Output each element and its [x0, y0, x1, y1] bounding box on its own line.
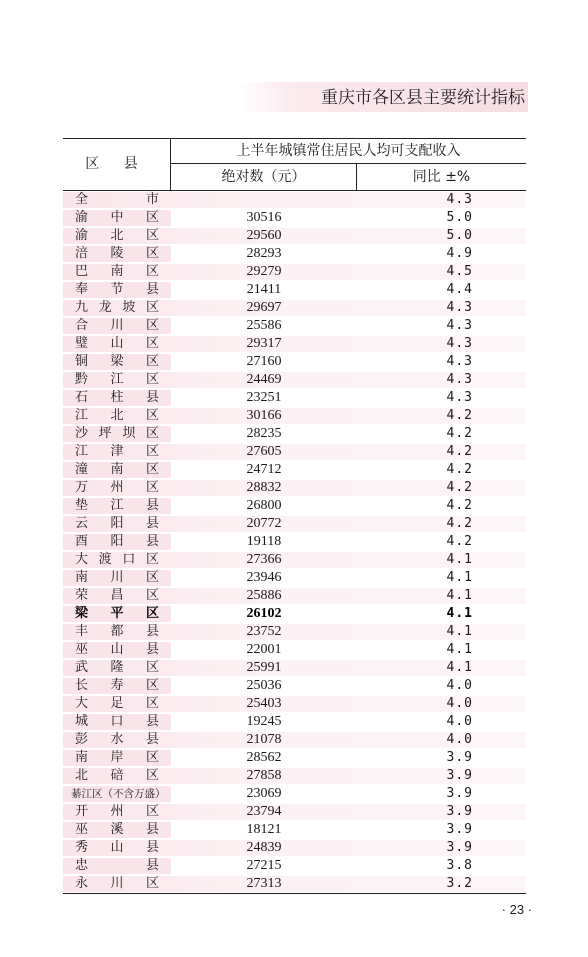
table-row	[63, 659, 526, 677]
yoy-value: 4.5	[446, 264, 473, 279]
district-name-char: 县	[145, 822, 159, 837]
district-name-char: 沙	[75, 426, 89, 441]
absolute-value: 29317	[246, 336, 282, 351]
table-row	[63, 767, 526, 785]
yoy-value: 3.8	[446, 858, 473, 873]
district-name	[75, 731, 159, 749]
table-row	[63, 839, 526, 857]
district-name-char: 丰	[75, 624, 89, 639]
district-name-char: 区	[145, 696, 159, 711]
table-row	[63, 587, 526, 605]
district-name-char: 忠	[75, 858, 89, 873]
yoy-value: 5.0	[446, 228, 473, 243]
district-name-char: 永	[75, 876, 89, 891]
district-name-char: 涪	[75, 246, 89, 261]
district-name-char: 阳	[110, 516, 124, 531]
table-row	[63, 299, 526, 317]
header-income-group: 上半年城镇常住居民人均可支配收入	[171, 139, 526, 164]
table-row	[63, 821, 526, 839]
stats-table	[63, 138, 526, 894]
district-name-char: 寿	[110, 678, 124, 693]
district-name-char: 全	[75, 192, 89, 207]
yoy-value: 4.1	[446, 552, 473, 567]
district-name-char: 水	[110, 732, 124, 747]
district-name	[75, 713, 159, 731]
district-name-char: 秀	[75, 840, 89, 855]
district-name-char: 九	[75, 300, 89, 315]
absolute-value: 29697	[246, 300, 282, 315]
district-name-char: 区	[145, 300, 159, 315]
district-name-char: 县	[145, 498, 159, 513]
district-name-char: 岸	[110, 750, 124, 765]
yoy-value: 3.9	[446, 840, 473, 855]
district-name-char: 铜	[75, 354, 89, 369]
table-row	[63, 407, 526, 425]
district-name-char: 璧	[75, 336, 89, 351]
district-name-char: 酉	[75, 534, 89, 549]
table-row	[63, 497, 526, 515]
district-name-char: 北	[110, 408, 124, 423]
yoy-value: 4.1	[446, 606, 473, 621]
district-name-char: 合	[75, 318, 89, 333]
district-name-char: 川	[110, 570, 124, 585]
header-absolute: 绝对数（元）	[171, 164, 357, 190]
table-row	[63, 677, 526, 695]
district-name	[75, 623, 159, 641]
absolute-value: 27366	[246, 552, 282, 567]
district-name-char: 口	[122, 552, 136, 567]
yoy-value: 4.2	[446, 480, 473, 495]
district-name-char: 陵	[110, 246, 124, 261]
absolute-value: 28562	[246, 750, 282, 765]
district-name	[75, 803, 159, 821]
absolute-value: 23251	[246, 390, 282, 405]
yoy-value: 4.4	[446, 282, 473, 297]
district-name-char: 川	[110, 876, 124, 891]
district-name-char: 区	[145, 768, 159, 783]
table-row	[63, 461, 526, 479]
district-name-char: 区	[145, 606, 159, 621]
yoy-value: 4.0	[446, 714, 473, 729]
absolute-value: 23752	[246, 624, 282, 639]
district-name	[75, 695, 159, 713]
district-name-char: 大	[75, 552, 89, 567]
absolute-value: 24469	[246, 372, 282, 387]
district-name-char: 区	[145, 462, 159, 477]
yoy-value: 3.9	[446, 786, 473, 801]
yoy-value: 3.2	[446, 876, 473, 891]
district-name-char: 区	[145, 804, 159, 819]
district-name-char: 县	[145, 390, 159, 405]
district-name-char: 县	[145, 840, 159, 855]
yoy-value: 4.3	[446, 372, 473, 387]
table-row	[63, 335, 526, 353]
district-name-char: 石	[75, 390, 89, 405]
district-name-char: 区	[145, 426, 159, 441]
absolute-value: 25991	[246, 660, 282, 675]
district-name-char: 都	[110, 624, 124, 639]
district-name-char: 江	[110, 372, 124, 387]
district-name	[75, 371, 159, 389]
district-name-char: 区	[145, 660, 159, 675]
district-name	[75, 497, 159, 515]
yoy-value: 4.3	[446, 354, 473, 369]
absolute-value: 26102	[246, 606, 282, 621]
district-name-char: 区	[145, 750, 159, 765]
table-row	[63, 749, 526, 767]
district-name-char: 区	[145, 318, 159, 333]
absolute-value: 30516	[246, 210, 282, 225]
table-row	[63, 479, 526, 497]
district-name-char: 足	[110, 696, 124, 711]
header-district: 区 县	[63, 139, 171, 190]
absolute-value: 23794	[246, 804, 282, 819]
district-name-char: 渝	[75, 210, 89, 225]
district-name-char: 昌	[110, 588, 124, 603]
table-row	[63, 713, 526, 731]
district-name	[75, 353, 159, 371]
district-name	[75, 209, 159, 227]
yoy-value: 4.0	[446, 696, 473, 711]
absolute-value: 23946	[246, 570, 282, 585]
absolute-value: 19245	[246, 714, 282, 729]
district-name	[75, 767, 159, 785]
district-name	[75, 839, 159, 857]
district-name-char: 区	[145, 552, 159, 567]
district-name	[75, 749, 159, 767]
table-row	[63, 263, 526, 281]
absolute-value: 27313	[246, 876, 282, 891]
district-name-char: 区	[145, 228, 159, 243]
district-name	[75, 659, 159, 677]
district-name-char: 县	[145, 714, 159, 729]
district-name	[75, 569, 159, 587]
district-name-char: 县	[145, 282, 159, 297]
district-name-char: 南	[75, 750, 89, 765]
district-name	[75, 443, 159, 461]
table-row	[63, 857, 526, 875]
district-name	[75, 227, 159, 245]
table-row	[63, 389, 526, 407]
district-name-char: 县	[145, 642, 159, 657]
district-name	[75, 821, 159, 839]
yoy-value: 4.1	[446, 642, 473, 657]
district-name	[75, 245, 159, 263]
district-name	[71, 785, 166, 803]
header-yoy: 同比 ±%	[412, 169, 471, 185]
district-name	[75, 533, 159, 551]
yoy-value: 3.9	[446, 804, 473, 819]
table-row	[63, 245, 526, 263]
yoy-value: 4.2	[446, 516, 473, 531]
district-name-char: 县	[145, 534, 159, 549]
district-name-char: 区	[145, 372, 159, 387]
district-name	[75, 875, 159, 893]
district-name	[75, 479, 159, 497]
table-row	[63, 641, 526, 659]
district-name	[75, 551, 159, 569]
table-row	[63, 623, 526, 641]
district-name-char: 潼	[75, 462, 89, 477]
yoy-value: 4.2	[446, 462, 473, 477]
district-name-char: 区	[145, 876, 159, 891]
district-name-char: 万	[75, 480, 89, 495]
district-name	[75, 515, 159, 533]
district-name-char: 坝	[122, 426, 136, 441]
yoy-value: 4.2	[446, 498, 473, 513]
absolute-value: 23069	[246, 786, 282, 801]
absolute-value: 27160	[246, 354, 282, 369]
absolute-value: 28235	[246, 426, 282, 441]
district-name-char: 县	[145, 516, 159, 531]
district-name	[75, 407, 159, 425]
absolute-value: 20772	[246, 516, 282, 531]
absolute-value: 19118	[246, 534, 282, 549]
district-name-char: 区	[145, 246, 159, 261]
absolute-value: 24839	[246, 840, 282, 855]
district-name-char: 区	[145, 570, 159, 585]
absolute-value: 21411	[246, 282, 282, 297]
district-name-char: 区	[145, 354, 159, 369]
absolute-value: 25403	[246, 696, 282, 711]
district-name	[75, 299, 159, 317]
district-name	[75, 641, 159, 659]
district-name-char: 山	[110, 336, 124, 351]
district-name	[75, 605, 159, 623]
table-row	[63, 533, 526, 551]
table-row	[63, 785, 526, 803]
district-name-char: 黔	[75, 372, 89, 387]
district-name-char: 云	[75, 516, 89, 531]
district-name-char: 荣	[75, 588, 89, 603]
table-row	[63, 695, 526, 713]
absolute-value: 30166	[246, 408, 282, 423]
district-name	[75, 587, 159, 605]
yoy-value: 4.2	[446, 444, 473, 459]
district-name-char: 州	[110, 804, 124, 819]
yoy-value: 5.0	[446, 210, 473, 225]
district-name-char: 奉	[75, 282, 89, 297]
district-name-char: 巴	[75, 264, 89, 279]
table-row	[63, 803, 526, 821]
yoy-value: 4.1	[446, 588, 473, 603]
district-name-char: 溪	[110, 822, 124, 837]
district-name-char: 平	[110, 606, 124, 621]
district-name-char: 节	[110, 282, 124, 297]
yoy-value: 4.3	[446, 318, 473, 333]
district-name	[75, 677, 159, 695]
absolute-value: 25586	[246, 318, 282, 333]
district-name-char: 区	[145, 444, 159, 459]
yoy-value: 4.2	[446, 408, 473, 423]
district-name	[75, 389, 159, 407]
district-name-char: 县	[145, 858, 159, 873]
district-name-char: 南	[75, 570, 89, 585]
page-title: 重庆市各区县主要统计指标	[321, 88, 525, 108]
table-row	[63, 515, 526, 533]
district-name-char: 渝	[75, 228, 89, 243]
yoy-value: 3.9	[446, 768, 473, 783]
district-name-char: 江	[110, 498, 124, 513]
absolute-value: 27605	[246, 444, 282, 459]
table-row	[63, 551, 526, 569]
table-row	[63, 353, 526, 371]
district-name-char: 南	[110, 264, 124, 279]
district-name-char: 区	[145, 210, 159, 225]
district-name-char: 长	[75, 678, 89, 693]
district-name	[75, 191, 159, 209]
absolute-value: 27215	[246, 858, 282, 873]
yoy-value: 4.2	[446, 534, 473, 549]
district-name-char: 区	[145, 588, 159, 603]
district-name-char: 川	[110, 318, 124, 333]
district-name-char: 巫	[75, 822, 89, 837]
district-name	[75, 263, 159, 281]
district-name-char: 武	[75, 660, 89, 675]
district-name-char: 南	[110, 462, 124, 477]
district-name-char: 开	[75, 804, 89, 819]
table-row	[63, 191, 526, 209]
district-name	[75, 281, 159, 299]
district-name-char: 州	[110, 480, 124, 495]
yoy-value: 4.0	[446, 678, 473, 693]
district-name-char: 县	[145, 624, 159, 639]
yoy-value: 4.2	[446, 426, 473, 441]
district-name-char: 梁	[110, 354, 124, 369]
table-row	[63, 569, 526, 587]
district-name-char: 北	[110, 228, 124, 243]
district-name-char: 区	[145, 264, 159, 279]
yoy-value: 4.3	[446, 300, 473, 315]
table-body	[63, 191, 526, 893]
absolute-value: 28832	[246, 480, 282, 495]
page-number: · 23 ·	[501, 902, 532, 917]
district-name	[75, 425, 159, 443]
district-name-char: 区	[145, 336, 159, 351]
yoy-value: 4.3	[446, 192, 473, 207]
district-name-char: 大	[75, 696, 89, 711]
district-name-char: 巫	[75, 642, 89, 657]
table-header	[63, 139, 526, 191]
yoy-value: 4.0	[446, 732, 473, 747]
district-name	[75, 335, 159, 353]
district-name-char: 碚	[110, 768, 124, 783]
district-name-char: 市	[145, 192, 159, 207]
yoy-value: 4.3	[446, 390, 473, 405]
district-name-char: 坪	[98, 426, 112, 441]
absolute-value: 21078	[246, 732, 282, 747]
table-row	[63, 371, 526, 389]
absolute-value: 18121	[246, 822, 282, 837]
yoy-value: 4.1	[446, 570, 473, 585]
district-name-char: 津	[110, 444, 124, 459]
district-name-char: 坡	[122, 300, 136, 315]
district-name-char: 区	[145, 408, 159, 423]
absolute-value: 24712	[246, 462, 282, 477]
table-row	[63, 227, 526, 245]
absolute-value: 25886	[246, 588, 282, 603]
table-row	[63, 209, 526, 227]
absolute-value: 29560	[246, 228, 282, 243]
district-name-char: 江	[75, 408, 89, 423]
absolute-value: 26800	[246, 498, 282, 513]
district-name-char: 北	[75, 768, 89, 783]
district-name-char: 山	[110, 840, 124, 855]
yoy-value: 4.9	[446, 246, 473, 261]
district-name-char: 垫	[75, 498, 89, 513]
table-row	[63, 731, 526, 749]
table-row	[63, 605, 526, 623]
district-name-char: 城	[75, 714, 89, 729]
district-name	[75, 461, 159, 479]
district-name-char: 县	[145, 732, 159, 747]
district-name-char: 隆	[110, 660, 124, 675]
table-row	[63, 281, 526, 299]
yoy-value: 4.3	[446, 336, 473, 351]
table-row	[63, 875, 526, 893]
district-name-char: 口	[110, 714, 124, 729]
absolute-value: 29279	[246, 264, 282, 279]
yoy-value: 4.1	[446, 624, 473, 639]
district-name-char: 山	[110, 642, 124, 657]
district-name-char: 柱	[110, 390, 124, 405]
absolute-value: 28293	[246, 246, 282, 261]
district-name-char: 区	[145, 678, 159, 693]
district-name-char: 江	[75, 444, 89, 459]
district-name-char: 梁	[75, 606, 89, 621]
district-name-char: 渡	[98, 552, 112, 567]
district-name-char: 中	[110, 210, 124, 225]
absolute-value: 25036	[246, 678, 282, 693]
absolute-value: 22001	[246, 642, 282, 657]
district-name-char: 彭	[75, 732, 89, 747]
district-name-char: 区	[145, 480, 159, 495]
district-name-char: 綦江区（不含万盛）	[71, 788, 166, 800]
district-name	[75, 857, 159, 875]
district-name	[75, 317, 159, 335]
district-name-char: 阳	[110, 534, 124, 549]
table-row	[63, 425, 526, 443]
absolute-value: 27858	[246, 768, 282, 783]
yoy-value: 3.9	[446, 822, 473, 837]
yoy-value: 4.1	[446, 660, 473, 675]
table-row	[63, 443, 526, 461]
district-name-char: 龙	[98, 300, 112, 315]
table-row	[63, 317, 526, 335]
yoy-value: 3.9	[446, 750, 473, 765]
